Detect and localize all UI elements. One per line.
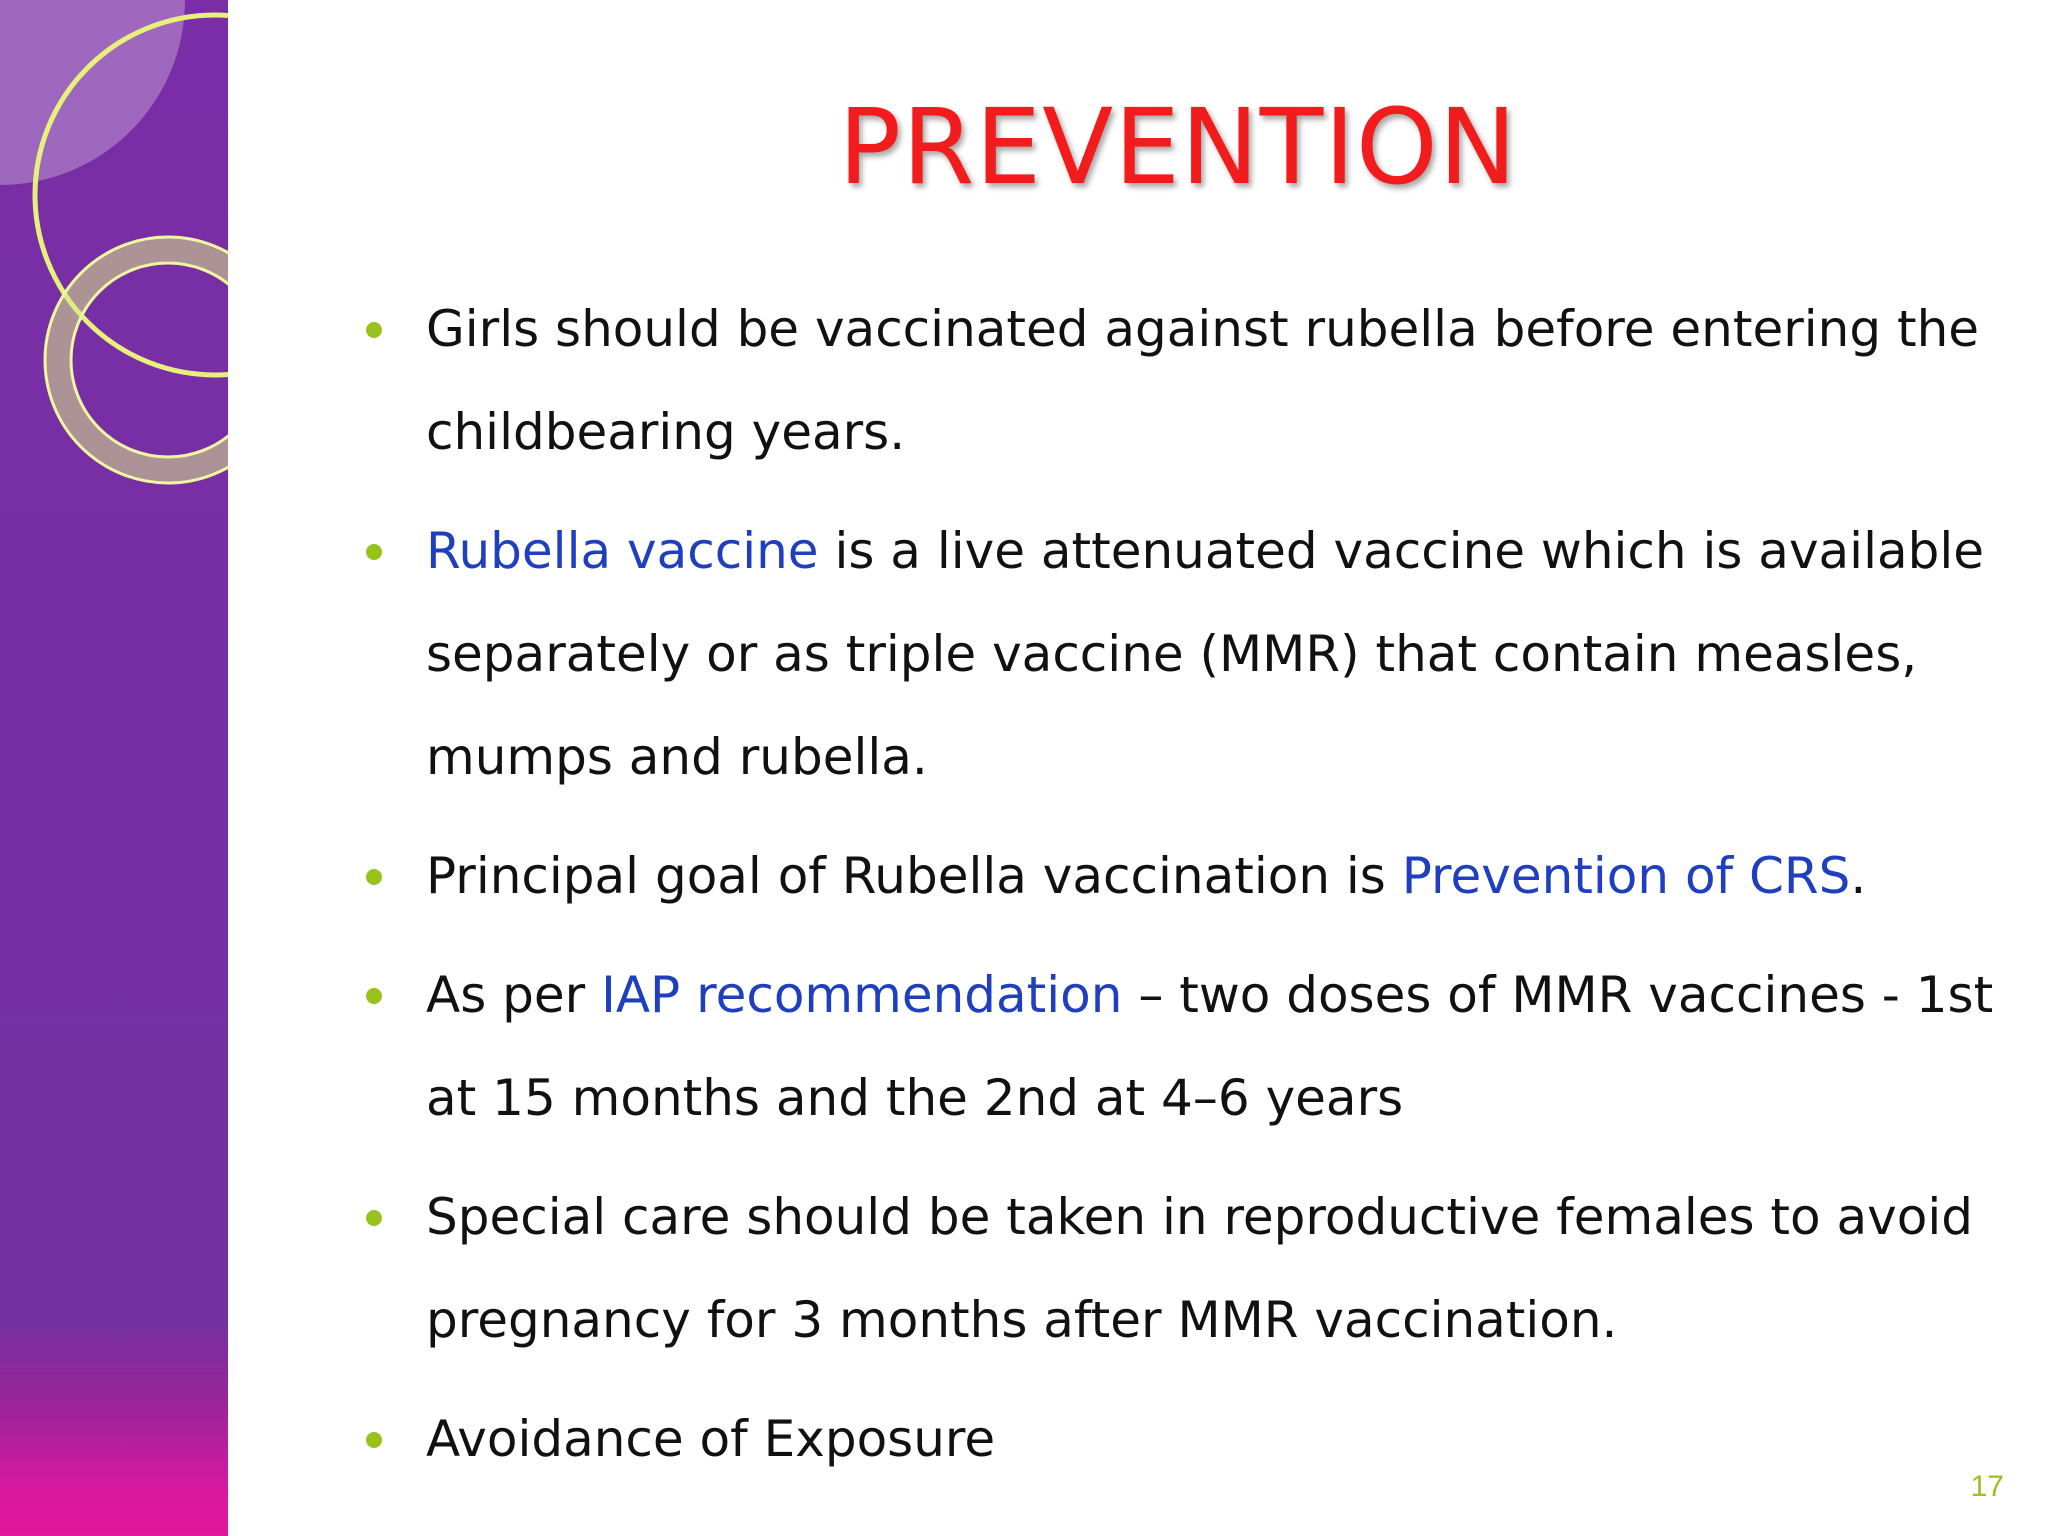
bullet-dot-icon xyxy=(366,1432,382,1448)
bullet-highlight-text: Prevention of CRS xyxy=(1401,847,1851,905)
decorative-side-panel xyxy=(0,0,228,1536)
bullet-text: Principal goal of Rubella vaccination is xyxy=(426,847,1402,905)
decorative-rings xyxy=(0,0,228,520)
bullet-dot-icon xyxy=(366,544,382,560)
bullet-highlight-text: IAP recommendation xyxy=(601,966,1123,1024)
bullet-prefix-text: As per xyxy=(426,966,602,1024)
list-item xyxy=(360,500,2000,809)
list-item xyxy=(360,944,2000,1150)
bullet-highlight-text: Rubella vaccine xyxy=(426,522,819,580)
list-item xyxy=(360,1166,2000,1372)
page-number: 17 xyxy=(1970,1470,2004,1503)
bullet-dot-icon xyxy=(366,1210,382,1226)
bullet-dot-icon xyxy=(366,988,382,1004)
bullet-text: – two doses of MMR vaccines - 1st at 15 months and the 2nd at 4–6 years xyxy=(426,966,1994,1127)
bullet-dot-icon xyxy=(366,322,382,338)
list-item xyxy=(360,1388,2000,1491)
bullet-suffix-text: . xyxy=(1850,847,1867,905)
list-item xyxy=(360,825,2000,928)
decorative-quarter-disc xyxy=(0,0,185,185)
bullet-text: Avoidance of Exposure xyxy=(426,1410,996,1468)
slide-title: PREVENTION xyxy=(838,86,1518,208)
bullet-text: Girls should be vaccinated against rubella before entering the childbearing years. xyxy=(426,300,1980,461)
bullet-text: Special care should be taken in reproductive females to avoid pregnancy for 3 months after MMR vaccination. xyxy=(426,1188,1973,1349)
bullet-text: is a live attenuated vaccine which is available separately or as triple vaccine (MMR) that contain measles, mumps and rubella. xyxy=(426,522,1984,786)
list-item xyxy=(360,278,2000,484)
bullet-dot-icon xyxy=(366,869,382,885)
bullet-list xyxy=(360,278,2000,1507)
